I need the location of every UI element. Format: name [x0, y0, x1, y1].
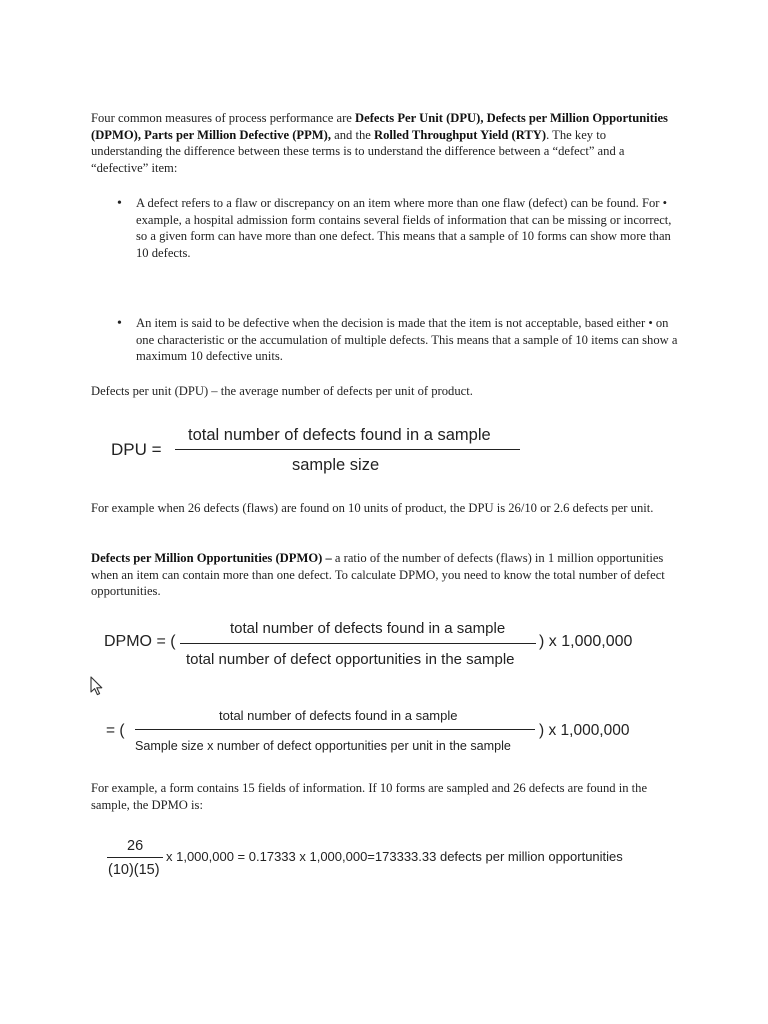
intro-bold-1: Defects Per Unit (DPU), Defects per Million Opportunities (DPMO), Parts per Million Defective (PPM), — [91, 111, 668, 142]
bullet-marker-1: • — [117, 196, 122, 211]
bullet-item-defect: A defect refers to a flaw or discrepancy on an item where more than one flaw (defect) can be found. For • example, a hospital admission form contains several fields of information that can be missing or incorrect, so a given form can have more than one defect. This means that a sample of 10 forms can show more than 10 defects. — [136, 196, 672, 260]
dpmo-formula-1-lhs: DPMO = ( — [104, 633, 176, 650]
dpmo-formula-2 — [0, 705, 768, 765]
intro-text-2: and the — [331, 127, 375, 142]
dpu-example: For example when 26 defects (flaws) are found on 10 units of product, the DPU is 26/10 or 2.6 defects per unit. — [91, 501, 654, 515]
dpmo-definition-bold: Defects per Million Opportunities (DPMO) – — [91, 551, 332, 565]
dpmo-formula-2-denominator: Sample size x number of defect opportunities per unit in the sample — [135, 739, 511, 753]
dpmo-calc-numerator: 26 — [127, 838, 144, 854]
dpu-formula — [0, 420, 768, 480]
dpmo-example: For example, a form contains 15 fields of information. If 10 forms are sampled and 26 defects are found in the sample, the DPMO is: — [91, 781, 648, 812]
dpmo-formula-2-fraction-bar — [135, 729, 535, 730]
intro-bold-2: Rolled Throughput Yield (RTY) — [374, 127, 547, 142]
intro-text-3: . The key to understanding the difference between these terms is to understand the difference between a “defect” and a “defective” item: — [91, 127, 625, 175]
dpmo-calc-denominator: (10)(15) — [108, 862, 160, 878]
dpu-definition: Defects per unit (DPU) – the average number of defects per unit of product. — [91, 384, 473, 398]
dpmo-formula-1-numerator: total number of defects found in a sample — [230, 620, 506, 637]
dpmo-formula-1 — [0, 615, 768, 675]
dpmo-definition-text: a ratio of the number of defects (flaws) in 1 million opportunities when an item can contain more than one defect. To calculate DPMO, you need to know the total number of defect opportunities. — [91, 551, 665, 599]
dpmo-formula-1-fraction-bar — [180, 643, 536, 644]
dpmo-formula-2-lhs: = ( — [106, 722, 125, 739]
dpu-formula-numerator: total number of defects found in a sample — [188, 426, 491, 444]
dpmo-formula-2-numerator: total number of defects found in a sample — [219, 708, 458, 723]
dpu-fraction-bar — [175, 449, 520, 450]
bullet-item-defective: An item is said to be defective when the decision is made that the item is not acceptable, based either • on one characteristic or the accumulation of multiple defects. This means that a sample of 10 items can show a maximum 10 defective units. — [136, 316, 678, 364]
dpmo-formula-1-rhs: ) x 1,000,000 — [539, 633, 633, 650]
dpmo-calc-fraction-bar — [107, 857, 163, 858]
mouse-pointer-icon — [90, 676, 104, 696]
intro-text-1: Four common measures of process performance are — [91, 111, 356, 125]
dpmo-calc-rhs: x 1,000,000 = 0.17333 x 1,000,000=173333.33 defects per million opportunities — [166, 849, 623, 864]
dpu-formula-lhs: DPU = — [111, 440, 162, 459]
dpu-formula-denominator: sample size — [292, 456, 380, 474]
dpmo-formula-1-denominator: total number of defect opportunities in the sample — [186, 651, 515, 668]
intro-paragraph — [91, 110, 671, 176]
dpmo-definition — [91, 550, 671, 600]
bullet-marker-2: • — [117, 316, 122, 331]
dpmo-calculation — [0, 836, 768, 886]
dpmo-formula-2-rhs: ) x 1,000,000 — [539, 722, 630, 739]
